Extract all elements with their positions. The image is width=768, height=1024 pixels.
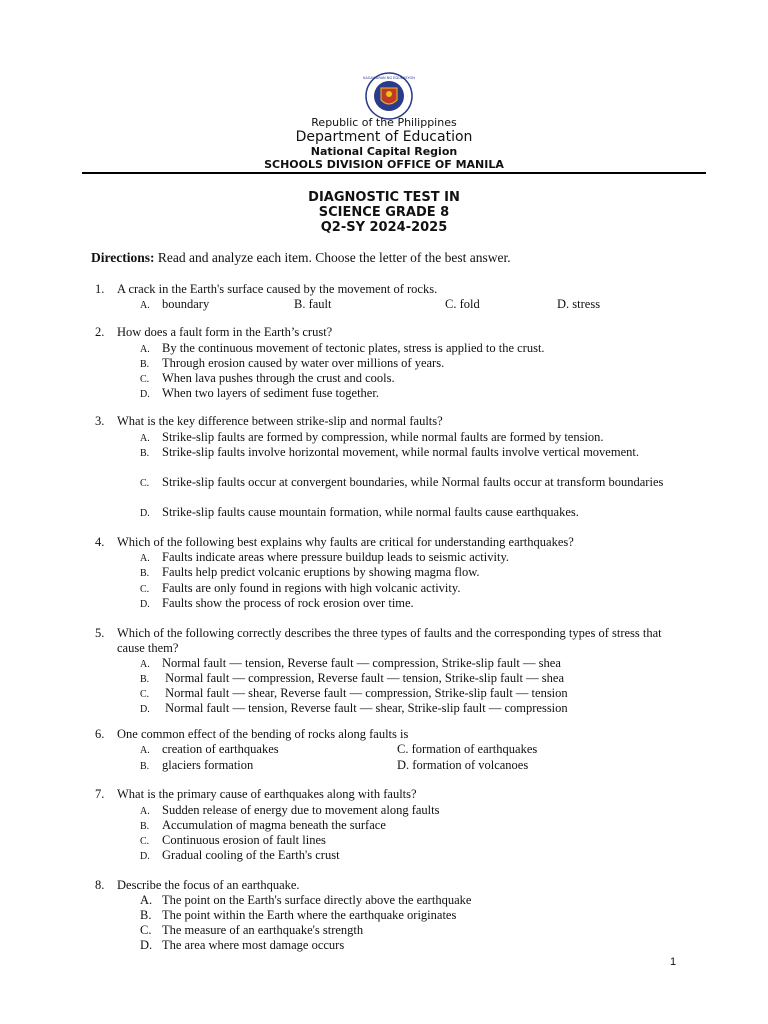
option-letter: B. bbox=[140, 821, 150, 832]
question-text: What is the primary cause of earthquakes along with faults? bbox=[117, 787, 417, 801]
question-number: 8. bbox=[95, 878, 105, 892]
question-text: Describe the focus of an earthquake. bbox=[117, 878, 300, 892]
option-letter: A. bbox=[140, 806, 150, 817]
option-text: When lava pushes through the crust and cools. bbox=[162, 371, 395, 385]
header-divider bbox=[82, 172, 706, 174]
option-text: Through erosion caused by water over millions of years. bbox=[162, 356, 445, 370]
option-letter: D. bbox=[140, 389, 150, 400]
test-title-line3: Q2-SY 2024-2025 bbox=[320, 220, 448, 235]
option-text: Continuous erosion of fault lines bbox=[162, 833, 326, 847]
option-letter: D. bbox=[140, 508, 150, 519]
question-number: 4. bbox=[95, 535, 105, 549]
page-number: 1 bbox=[670, 956, 677, 968]
deped-seal-logo bbox=[355, 72, 423, 120]
option-letter: C. bbox=[140, 689, 150, 700]
option-text: When two layers of sediment fuse together. bbox=[162, 386, 379, 400]
option-text: Normal fault — tension, Reverse fault — compression, Strike-slip fault — shea bbox=[162, 656, 561, 670]
option-letter: C. bbox=[140, 584, 150, 595]
option-letter: A. bbox=[140, 659, 150, 670]
option-letter: B. bbox=[140, 908, 152, 922]
option-letter: A. bbox=[140, 893, 153, 907]
option-letter: D. bbox=[140, 938, 153, 952]
option-letter: C. bbox=[140, 374, 150, 385]
option-b: B. fault bbox=[294, 297, 332, 311]
option-a: creation of earthquakes bbox=[162, 742, 279, 756]
option-text: Normal fault — tension, Reverse fault — shear, Strike-slip fault — compression bbox=[162, 701, 568, 715]
option-text: Strike-slip faults are formed by compression, while normal faults are formed by tension. bbox=[162, 430, 604, 444]
option-a: boundary bbox=[162, 297, 210, 311]
question-number: 7. bbox=[95, 787, 105, 801]
seal-text: KAGAWARAN NG EDUKASYON bbox=[363, 76, 415, 80]
question-text: One common effect of the bending of rocks along faults is bbox=[117, 727, 409, 741]
option-letter: A. bbox=[140, 300, 150, 311]
option-letter: B. bbox=[140, 674, 150, 685]
directions-text: Read and analyze each item. Choose the letter of the best answer. bbox=[154, 250, 511, 265]
option-text: The point within the Earth where the earthquake originates bbox=[162, 908, 457, 922]
department-line: Department of Education bbox=[295, 129, 473, 145]
option-c: C. formation of earthquakes bbox=[397, 742, 538, 756]
republic-line: Republic of the Philippines bbox=[311, 116, 457, 129]
option-letter: D. bbox=[140, 851, 150, 862]
option-text: Strike-slip faults cause mountain formation, while normal faults cause earthquakes. bbox=[162, 505, 579, 519]
option-text: The area where most damage occurs bbox=[162, 938, 345, 952]
option-letter: D. bbox=[140, 599, 150, 610]
option-letter: B. bbox=[140, 568, 150, 579]
option-text: Faults show the process of rock erosion over time. bbox=[162, 596, 414, 610]
option-d: D. stress bbox=[557, 297, 601, 311]
option-text: Accumulation of magma beneath the surface bbox=[162, 818, 386, 832]
option-letter: C. bbox=[140, 923, 152, 937]
option-text: Strike-slip faults involve horizontal movement, while normal faults involve vertical movement. bbox=[162, 445, 639, 459]
option-text: Faults indicate areas where pressure buildup leads to seismic activity. bbox=[162, 550, 510, 564]
option-text: By the continuous movement of tectonic plates, stress is applied to the crust. bbox=[162, 341, 545, 355]
option-letter: D. bbox=[140, 704, 150, 715]
question-number: 3. bbox=[95, 414, 105, 428]
question-number: 6. bbox=[95, 727, 105, 741]
question-number: 1. bbox=[95, 282, 105, 296]
region-line: National Capital Region bbox=[310, 145, 458, 158]
test-title-line1: DIAGNOSTIC TEST IN bbox=[308, 190, 460, 205]
option-letter: A. bbox=[140, 344, 150, 355]
option-c: C. fold bbox=[445, 297, 480, 311]
question-text: Which of the following correctly describes the three types of faults and the corresponding types of stress that cause them? bbox=[117, 626, 662, 655]
option-text: Strike-slip faults occur at convergent boundaries, while Normal faults occur at transform boundaries bbox=[162, 475, 664, 489]
option-letter: A. bbox=[140, 433, 150, 444]
option-text: Faults are only found in regions with high volcanic activity. bbox=[162, 581, 461, 595]
option-letter: C. bbox=[140, 478, 150, 489]
option-letter: B. bbox=[140, 359, 150, 370]
question-text: What is the key difference between strike-slip and normal faults? bbox=[117, 414, 443, 428]
option-text: Gradual cooling of the Earth's crust bbox=[162, 848, 340, 862]
division-line: SCHOOLS DIVISION OFFICE OF MANILA bbox=[264, 158, 504, 171]
question-number: 2. bbox=[95, 325, 105, 339]
question-text: Which of the following best explains why faults are critical for understanding earthquakes? bbox=[117, 535, 574, 549]
question-text: A crack in the Earth's surface caused by the movement of rocks. bbox=[117, 282, 438, 296]
option-letter: B. bbox=[140, 448, 150, 459]
directions-label: Directions: bbox=[91, 250, 155, 265]
option-text: The measure of an earthquake's strength bbox=[162, 923, 364, 937]
option-letter: A. bbox=[140, 553, 150, 564]
option-letter: B. bbox=[140, 761, 150, 772]
directions bbox=[91, 250, 511, 266]
option-text: Sudden release of energy due to movement along faults bbox=[162, 803, 440, 817]
test-title-line2: SCIENCE GRADE 8 bbox=[318, 205, 450, 220]
option-b: glaciers formation bbox=[162, 758, 254, 772]
option-text: Normal fault — shear, Reverse fault — compression, Strike-slip fault — tension bbox=[162, 686, 568, 700]
option-text: The point on the Earth's surface directly above the earthquake bbox=[162, 893, 472, 907]
option-d: D. formation of volcanoes bbox=[397, 758, 529, 772]
question-text: How does a fault form in the Earth’s crust? bbox=[117, 325, 333, 339]
question-number: 5. bbox=[95, 626, 105, 640]
option-letter: A. bbox=[140, 745, 150, 756]
option-text: Faults help predict volcanic eruptions by showing magma flow. bbox=[162, 565, 480, 579]
option-letter: C. bbox=[140, 836, 150, 847]
option-text: Normal fault — compression, Reverse fault — tension, Strike-slip fault — shea bbox=[162, 671, 564, 685]
